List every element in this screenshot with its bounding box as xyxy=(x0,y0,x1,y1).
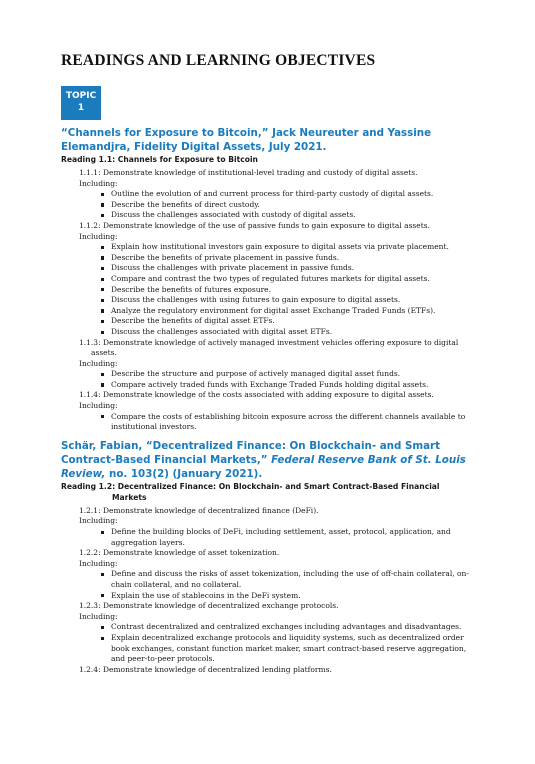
topic-number: 1 xyxy=(77,103,85,113)
citation-issue: no. 103(2) (January 2021). xyxy=(108,467,263,480)
learning-objective: 1.2.4: Demonstrate knowledge of decentralized lending platforms. xyxy=(79,664,332,674)
bullet-list xyxy=(61,189,481,221)
topic-label: TOPIC xyxy=(65,91,97,101)
topic-badge xyxy=(61,86,101,120)
source-citation: “Channels for Exposure to Bitcoin,” Jack Neureuter and Yassine Elemandjra, Fidelity Digital Assets, July 2021. xyxy=(61,127,432,153)
including-label: Including: xyxy=(79,401,118,411)
bullet-item: Describe the benefits of direct custody. xyxy=(111,200,481,211)
bullet-item: Describe the benefits of digital asset ETFs. xyxy=(111,316,481,327)
including-label: Including: xyxy=(79,358,118,368)
reading-title: Reading 1.1: Channels for Exposure to Bitcoin xyxy=(61,155,258,164)
reading-title xyxy=(61,481,481,503)
learning-objective: 1.2.2: Demonstrate knowledge of asset tokenization. xyxy=(79,548,280,558)
reading-title-line1: Reading 1.2: Decentralized Finance: On Blockchain- and Smart Contract-Based Financial xyxy=(61,481,440,491)
bullet-item: Compare actively traded funds with Exchange Traded Funds holding digital assets. xyxy=(111,380,481,391)
including-label: Including: xyxy=(79,558,118,568)
including-label: Including: xyxy=(79,516,118,526)
bullet-item: Compare the costs of establishing bitcoin exposure across the different channels available to institutional investors. xyxy=(111,412,481,433)
bullet-item: Discuss the challenges with private placement in passive funds. xyxy=(111,263,481,274)
learning-objective: 1.1.2: Demonstrate knowledge of the use of passive funds to gain exposure to digital assets. xyxy=(79,220,430,230)
bullet-item: Describe the benefits of private placement in passive funds. xyxy=(111,253,481,264)
readings-content xyxy=(61,126,481,675)
bullet-item: Describe the structure and purpose of actively managed digital asset funds. xyxy=(111,369,481,380)
bullet-item: Discuss the challenges associated with digital asset ETFs. xyxy=(111,327,481,338)
bullet-list xyxy=(61,569,481,601)
bullet-item: Describe the benefits of futures exposure. xyxy=(111,285,481,296)
including-label: Including: xyxy=(79,178,118,188)
learning-objective: 1.1.3: Demonstrate knowledge of actively managed investment vehicles offering exposure to digital assets. xyxy=(79,337,459,358)
bullet-item: Explain decentralized exchange protocols and liquidity systems, such as decentralized order book exchanges, constant function market maker, smart contract-based reserve aggregation, and peer-to-peer protocols. xyxy=(111,633,481,665)
bullet-item: Discuss the challenges associated with custody of digital assets. xyxy=(111,210,481,221)
bullet-item: Discuss the challenges with using futures to gain exposure to digital assets. xyxy=(111,295,481,306)
objectives-list xyxy=(61,168,481,433)
bullet-list xyxy=(61,622,481,664)
bullet-list xyxy=(61,412,481,433)
learning-objective: 1.1.4: Demonstrate knowledge of the costs associated with adding exposure to digital assets. xyxy=(79,390,434,400)
bullet-list xyxy=(61,527,481,548)
bullet-item: Define and discuss the risks of asset tokenization, including the use of off-chain collateral, on-chain collateral, and no collateral. xyxy=(111,569,481,590)
citation-journal: Federal Reserve Bank of St. Louis Review, xyxy=(61,453,466,480)
bullet-list xyxy=(61,369,481,390)
bullet-list xyxy=(61,242,481,337)
source-citation xyxy=(61,439,481,481)
learning-objective: 1.2.3: Demonstrate knowledge of decentralized exchange protocols. xyxy=(79,601,339,611)
bullet-item: Explain the use of stablecoins in the DeFi system. xyxy=(111,591,481,602)
bullet-item: Analyze the regulatory environment for digital asset Exchange Traded Funds (ETFs). xyxy=(111,306,481,317)
bullet-item: Define the building blocks of DeFi, including settlement, asset, protocol, application, and aggregation layers. xyxy=(111,527,481,548)
learning-objective: 1.1.1: Demonstrate knowledge of institutional-level trading and custody of digital assets. xyxy=(79,168,418,177)
bullet-item: Compare and contrast the two types of regulated futures markets for digital assets. xyxy=(111,274,481,285)
objectives-list xyxy=(61,506,481,676)
including-label: Including: xyxy=(79,231,118,241)
page-title: READINGS AND LEARNING OBJECTIVES xyxy=(61,52,376,69)
bullet-item: Contrast decentralized and centralized exchanges including advantages and disadvantages. xyxy=(111,622,481,633)
including-label: Including: xyxy=(79,611,118,621)
bullet-item: Explain how institutional investors gain exposure to digital assets via private placement. xyxy=(111,242,481,253)
bullet-item: Outline the evolution of and current process for third-party custody of digital assets. xyxy=(111,189,481,200)
citation-authors-title: Schär, Fabian, “Decentralized Finance: On Blockchain- and Smart Contract-Based Financial Markets,” xyxy=(61,439,441,466)
learning-objective: 1.2.1: Demonstrate knowledge of decentralized finance (DeFi). xyxy=(79,505,319,515)
reading-title-line2: Markets xyxy=(112,492,147,502)
